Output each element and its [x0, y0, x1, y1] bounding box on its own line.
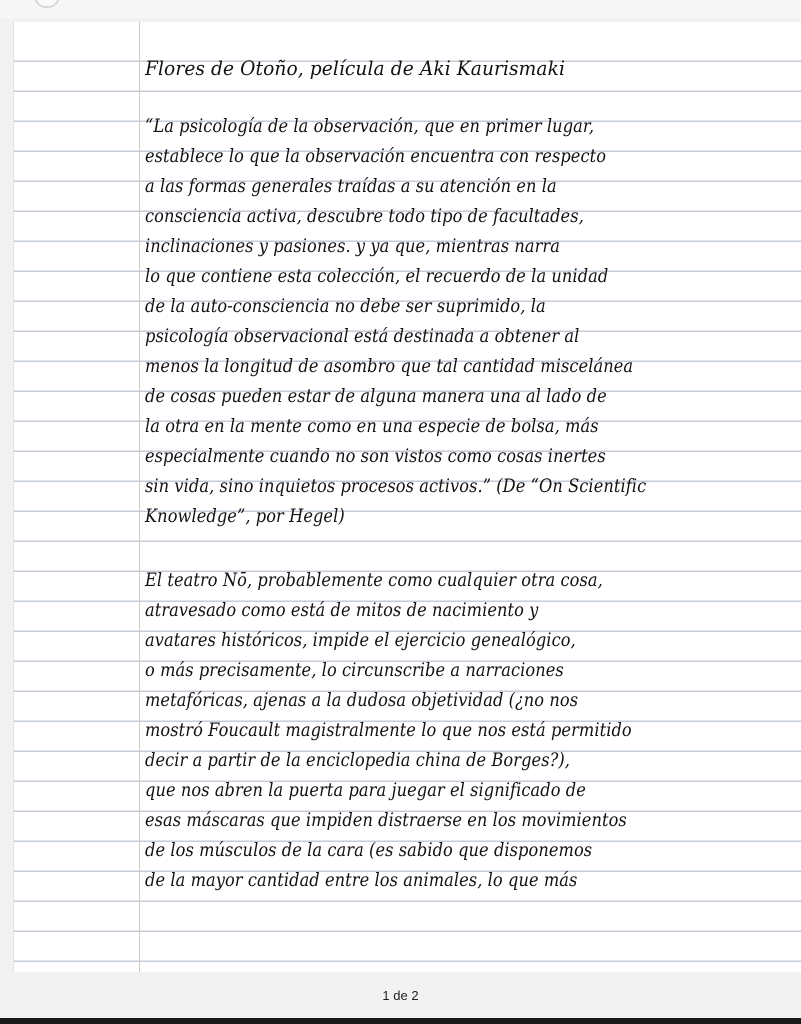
- top-toolbar-strip: [0, 0, 801, 18]
- paragraph-1-line-13: sin vida, sino inquietos procesos activos.” (De “On Scientific: [145, 476, 647, 497]
- paragraph-1-line-3: a las formas generales traídas a su atención en la: [145, 176, 557, 197]
- paragraph-1-line-11: la otra en la mente como en una especie de bolsa, más: [145, 416, 599, 437]
- paragraph-2-line-9: esas máscaras que impiden distraerse en los movimientos: [145, 810, 627, 831]
- paragraph-1-line-12: especialmente cuando no son vistos como cosas inertes: [145, 446, 606, 467]
- page-indicator: 1 de 2: [382, 988, 419, 1003]
- paragraph-1-line-7: de la auto-consciencia no debe ser suprimido, la: [145, 296, 546, 317]
- paragraph-2-line-11: de la mayor cantidad entre los animales, lo que más: [145, 870, 578, 891]
- paragraph-2-line-10: de los músculos de la cara (es sabido que disponemos: [145, 840, 593, 861]
- paragraph-2-line-5: metafóricas, ajenas a la dudosa objetividad (¿no nos: [145, 690, 579, 711]
- page-title: Flores de Otoño, película de Aki Kaurismaki: [145, 56, 566, 80]
- paragraph-2-line-1: El teatro Nō, probablemente como cualquier otra cosa,: [145, 570, 603, 591]
- paragraph-2-line-3: avatares históricos, impide el ejercicio genealógico,: [145, 630, 576, 651]
- paragraph-1-line-6: lo que contiene esta colección, el recuerdo de la unidad: [145, 266, 609, 287]
- margin-line: [139, 22, 140, 972]
- bottom-edge: [0, 1018, 801, 1024]
- pull-handle-icon: [34, 0, 60, 8]
- paragraph-2-line-4: o más precisamente, lo circunscribe a narraciones: [145, 660, 564, 681]
- paragraph-1-line-4: consciencia activa, descubre todo tipo de facultades,: [145, 206, 584, 227]
- paragraph-2-line-7: decir a partir de la enciclopedia china de Borges?),: [145, 750, 570, 771]
- paragraph-1-line-2: establece lo que la observación encuentra con respecto: [145, 146, 607, 167]
- paragraph-2-line-8: que nos abren la puerta para juegar el significado de: [145, 780, 586, 801]
- paragraph-2-line-6: mostró Foucault magistralmente lo que nos está permitido: [145, 720, 632, 741]
- paragraph-1-line-9: menos la longitud de asombro que tal cantidad miscelánea: [145, 356, 634, 377]
- paragraph-1-line-10: de cosas pueden estar de alguna manera una al lado de: [145, 386, 607, 407]
- paragraph-1-line-14: Knowledge”, por Hegel): [145, 506, 345, 527]
- notebook-page[interactable]: [14, 22, 801, 972]
- paragraph-1-line-8: psicología observacional está destinada a obtener al: [145, 326, 580, 347]
- paragraph-1-line-1: “La psicología de la observación, que en primer lugar,: [145, 116, 595, 137]
- paragraph-1-line-5: inclinaciones y pasiones. y ya que, mientras narra: [145, 236, 560, 257]
- paragraph-2-line-2: atravesado como está de mitos de nacimiento y: [145, 600, 539, 621]
